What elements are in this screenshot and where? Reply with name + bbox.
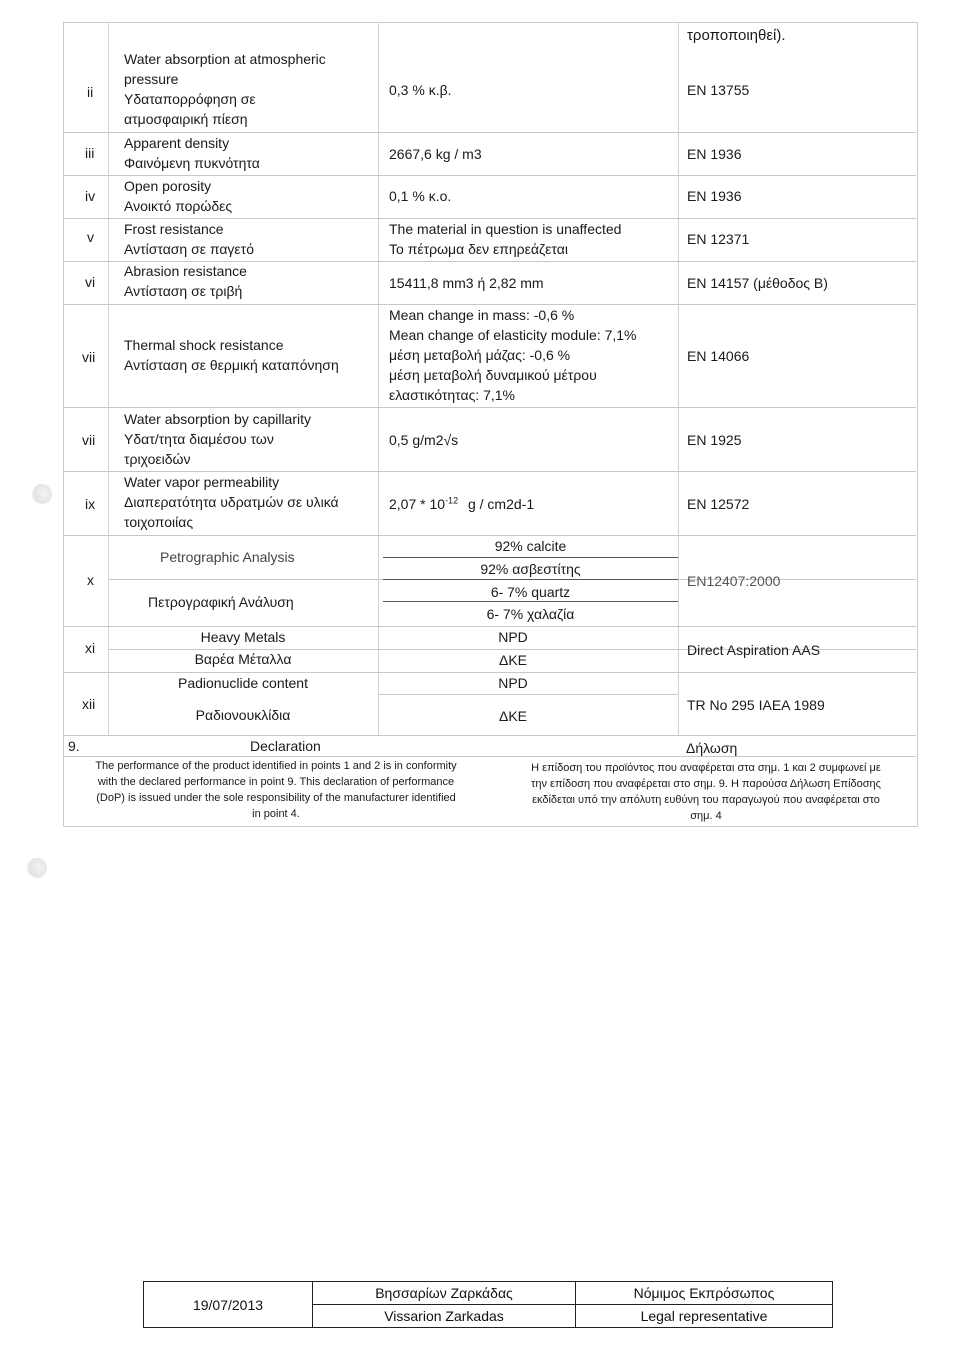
property-name: Διαπερατότητα υδρατμών σε υλικά <box>124 494 339 510</box>
declaration-line: σημ. 4 <box>690 810 722 822</box>
property-name: Υδατ/τητα διαμέσου των <box>124 431 274 447</box>
property-value: NPD <box>498 629 528 645</box>
row-id: x <box>87 572 94 588</box>
row-divider <box>63 218 916 219</box>
property-value: 2667,6 kg / m3 <box>389 146 482 162</box>
scan-artifact <box>27 858 47 878</box>
property-name: Heavy Metals <box>200 629 286 645</box>
property-name: Water vapor permeability <box>124 474 280 490</box>
property-name: Αντίσταση σε θερμική καταπόνηση <box>124 357 339 373</box>
top-note: τροποποιηθεί). <box>687 27 786 44</box>
row-id: vii <box>82 432 96 448</box>
row-divider <box>63 672 916 673</box>
property-value: Mean change in mass: -0,6 % <box>389 307 575 323</box>
property-value: Το πέτρωμα δεν επηρεάζεται <box>389 241 568 257</box>
test-standard: EN 1936 <box>687 146 742 162</box>
section-number: 9. <box>68 738 80 754</box>
test-standard: EN 13755 <box>687 82 750 98</box>
declaration-line: with the declared performance in point 9. This declaration of performance <box>97 776 455 788</box>
row-id: vii <box>82 349 96 365</box>
property-value: Mean change of elasticity module: 7,1% <box>389 327 637 343</box>
property-name: Ανοικτό πορώδες <box>124 198 233 214</box>
mineral-value: 6- 7% quartz <box>490 584 571 600</box>
property-name: Frost resistance <box>124 221 224 237</box>
signature-date: 19/07/2013 <box>144 1282 313 1328</box>
test-standard: TR No 295 IAEA 1989 <box>687 697 825 713</box>
declaration-title-gr: Δήλωση <box>686 740 738 756</box>
property-name: Φαινόμενη πυκνότητα <box>124 155 260 171</box>
property-name: Ραδιονουκλίδια <box>195 707 291 723</box>
property-name: Thermal shock resistance <box>124 337 284 353</box>
row-divider <box>63 535 916 536</box>
row-id: iii <box>85 145 95 161</box>
value-exponent: -12 <box>445 495 459 506</box>
property-value: ΔΚΕ <box>498 708 528 724</box>
row-divider <box>63 471 916 472</box>
row-divider <box>63 175 916 176</box>
cell-divider <box>378 694 678 695</box>
property-value: ΔΚΕ <box>498 652 528 668</box>
property-value: 15411,8 mm3 ή 2,82 mm <box>389 275 544 291</box>
row-divider <box>63 756 916 757</box>
property-value: NPD <box>498 675 528 691</box>
property-name: τριχοειδών <box>124 451 191 467</box>
declaration-text-gr <box>500 760 912 824</box>
row-id: vi <box>85 274 96 290</box>
property-value: μέση μεταβολή μάζας: -0,6 % <box>389 347 571 363</box>
row-divider <box>63 132 916 133</box>
row-divider <box>63 735 916 736</box>
test-standard: EN 1936 <box>687 188 742 204</box>
test-standard: EN 12572 <box>687 496 750 512</box>
property-name: Υδαταπορρόφηση σε <box>124 91 256 107</box>
property-name: Apparent density <box>124 135 230 151</box>
value-mantissa: 2,07 * 10 <box>389 496 446 512</box>
declaration-line: εκδίδεται υπό την απόλυτη ευθύνη του παραγωγού που αναφέρεται στο <box>532 794 880 806</box>
scan-artifact <box>32 484 52 504</box>
test-standard: EN 14157 (μέθοδος Β) <box>687 275 828 291</box>
value-unit: g / cm2d-1 <box>467 496 535 512</box>
property-name: Βαρέα Μέταλλα <box>194 651 292 667</box>
row-id: xii <box>82 696 96 712</box>
test-standard: EN12407:2000 <box>687 573 781 589</box>
property-name: Padionuclide content <box>178 675 308 691</box>
property-name: Αντίσταση σε παγετό <box>124 241 254 257</box>
row-divider <box>63 626 916 627</box>
declaration-text-en <box>66 758 486 822</box>
row-id: iv <box>85 188 96 204</box>
declaration-line: (DoP) is issued under the sole responsibility of the manufacturer identified <box>96 792 456 804</box>
property-value: 0,1 % κ.ο. <box>389 188 452 204</box>
property-name: Water absorption by capillarity <box>124 411 312 427</box>
property-name: pressure <box>124 71 179 87</box>
property-value: 0,5 g/m2√s <box>389 432 459 448</box>
mineral-value: 92% calcite <box>494 538 567 554</box>
signatory-name-gr: Βησσαρίων Ζαρκάδας <box>313 1282 576 1305</box>
row-id: ii <box>87 84 94 100</box>
row-id: xi <box>85 640 96 656</box>
test-standard: EN 12371 <box>687 231 750 247</box>
cell-divider <box>383 579 678 580</box>
cell-divider <box>383 601 678 602</box>
signatory-name-en: Vissarion Zarkadas <box>313 1305 576 1328</box>
property-value: μέση μεταβολή δυναμικού μέτρου <box>389 367 597 383</box>
property-value: The material in question is unaffected <box>389 221 622 237</box>
row-id: v <box>87 229 94 245</box>
property-name: Water absorption at atmospheric <box>124 51 326 67</box>
property-value: 0,3 % κ.β. <box>389 82 452 98</box>
test-standard: EN 14066 <box>687 348 750 364</box>
test-standard: Direct Aspiration AAS <box>687 642 821 658</box>
declaration-title-en: Declaration <box>250 738 321 754</box>
column-divider <box>678 22 679 735</box>
property-name: τοιχοποιίας <box>124 514 194 530</box>
declaration-line: Η επίδοση του προϊόντος που αναφέρεται στα σημ. 1 και 2 συμφωνεί με <box>531 762 881 774</box>
mineral-value: 92% ασβεστίτης <box>480 561 581 577</box>
signature-table <box>143 1281 833 1328</box>
cell-divider <box>383 557 678 558</box>
signatory-role-gr: Νόμιμος Εκπρόσωπος <box>576 1282 833 1305</box>
property-value: ελαστικότητας: 7,1% <box>389 387 515 403</box>
property-name: Open porosity <box>124 178 212 194</box>
declaration-line: in point 4. <box>252 808 300 820</box>
signatory-role-en: Legal representative <box>576 1305 833 1328</box>
declaration-line: The performance of the product identified in points 1 and 2 is in conformity <box>95 760 457 772</box>
mineral-value: 6- 7% χαλαζία <box>486 606 575 622</box>
property-name: Petrographic Analysis <box>160 549 295 565</box>
test-standard: EN 1925 <box>687 432 742 448</box>
property-name: ατμοσφαιρική πίεση <box>124 111 248 127</box>
row-divider <box>63 407 916 408</box>
row-id: ix <box>85 496 96 512</box>
property-value <box>389 495 534 513</box>
property-name: Πετρογραφική Ανάλυση <box>148 594 294 610</box>
property-name: Abrasion resistance <box>124 263 247 279</box>
declaration-line: την επίδοση που αναφέρεται στο σημ. 9. Η παρούσα Δήλωση Επίδοσης <box>531 778 881 790</box>
row-divider <box>63 304 916 305</box>
property-name: Αντίσταση σε τριβή <box>124 283 243 299</box>
